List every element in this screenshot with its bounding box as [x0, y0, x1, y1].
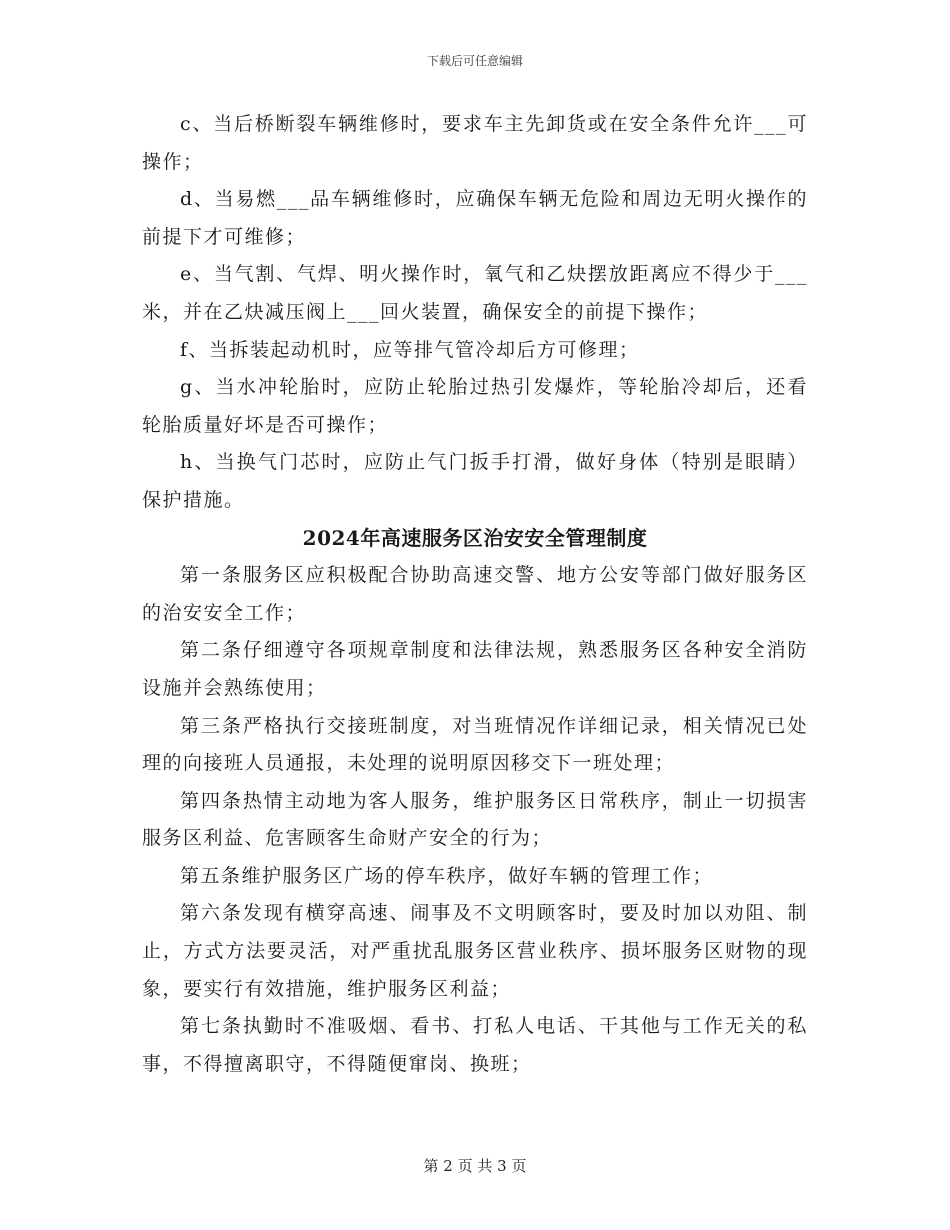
paragraph-d: d、当易燃___品车辆维修时，应确保车辆无危险和周边无明火操作的前提下才可维修；	[142, 188, 808, 248]
article-1: 第一条服务区应积极配合协助高速交警、地方公安等部门做好服务区的治安安全工作；	[142, 564, 808, 624]
paragraph-g: g、当水冲轮胎时，应防止轮胎过热引发爆炸，等轮胎冷却后，还看轮胎质量好坏是否可操作；	[142, 376, 808, 436]
paragraph-h: h、当换气门芯时，应防止气门扳手打滑，做好身体（特别是眼睛）保护措施。	[142, 451, 808, 511]
document-body	[142, 106, 808, 1083]
paragraph-c: c、当后桥断裂车辆维修时，要求车主先卸货或在安全条件允许___可操作；	[142, 113, 808, 173]
article-6: 第六条发现有横穿高速、闹事及不文明顾客时，要及时加以劝阻、制止，方式方法要灵活，对严重扰乱服务区营业秩序、损坏服务区财物的现象，要实行有效措施，维护服务区利益；	[142, 902, 808, 1000]
paragraph-f: f、当拆装起动机时，应等排气管冷却后方可修理；	[180, 338, 640, 361]
article-7: 第七条执勤时不准吸烟、看书、打私人电话、干其他与工作无关的私事，不得擅离职守，不得随便窜岗、换班；	[142, 1015, 808, 1075]
article-5: 第五条维护服务区广场的停车秩序，做好车辆的管理工作；	[180, 864, 714, 887]
paragraph-e: e、当气割、气焊、明火操作时，氧气和乙炔摆放距离应不得少于___米，并在乙炔减压阀上___回火装置，确保安全的前提下操作；	[142, 263, 808, 323]
article-3: 第三条严格执行交接班制度，对当班情况作详细记录，相关情况已处理的向接班人员通报，未处理的说明原因移交下一班处理；	[142, 714, 808, 775]
article-4: 第四条热情主动地为客人服务，维护服务区日常秩序，制止一切损害服务区利益、危害顾客生命财产安全的行为；	[142, 789, 808, 850]
section-title: 2024年高速服务区治安安全管理制度	[302, 525, 648, 550]
page-header: 下载后可任意编辑	[426, 54, 523, 68]
article-2: 第二条仔细遵守各项规章制度和法律法规，熟悉服务区各种安全消防设施并会熟练使用；	[142, 639, 808, 699]
page-footer: 第 2 页 共 3 页	[423, 1157, 527, 1175]
